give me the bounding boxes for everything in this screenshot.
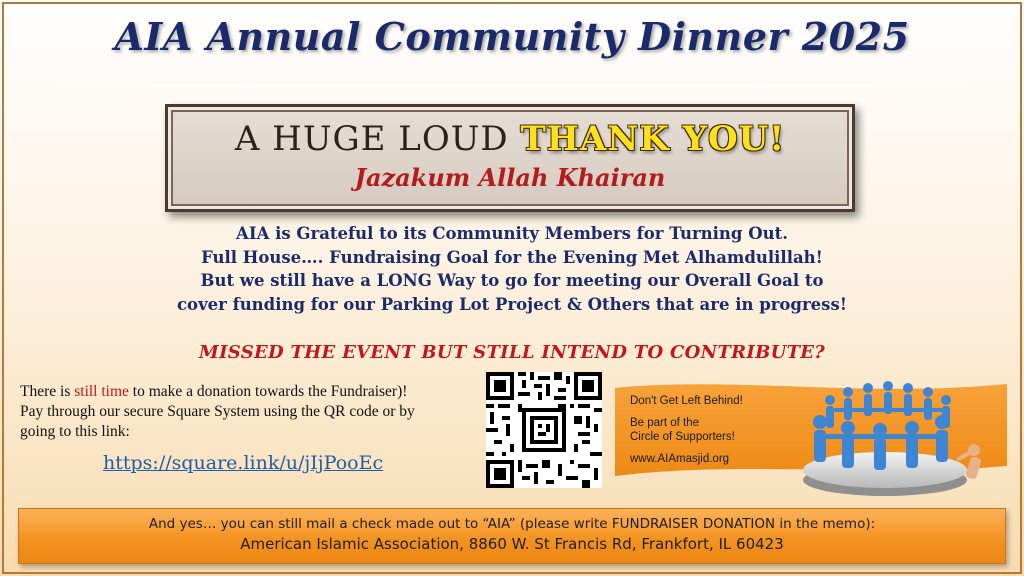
supporters-website[interactable]: www.AIAmasjid.org xyxy=(630,453,730,465)
thank-you-main: A HUGE LOUD xyxy=(234,119,521,159)
mail-check-footer xyxy=(18,508,1006,564)
donate-line-3: going to this link: xyxy=(20,423,130,440)
supporters-spacer-2 xyxy=(630,444,790,452)
donation-instructions xyxy=(20,382,490,442)
message-line-4: cover funding for our Parking Lot Project & Others that are in progress! xyxy=(177,294,847,314)
message-line-2: Full House…. Fundraising Goal for the Evening Met Alhamdulillah! xyxy=(201,247,823,267)
donate-text-pre: There is xyxy=(20,383,75,400)
still-time-text: still time xyxy=(74,383,129,400)
page-title: AIA Annual Community Dinner 2025 xyxy=(114,14,910,59)
supporters-line-3: Circle of Supporters! xyxy=(630,431,735,443)
footer-line-1: And yes… you can still mail a check made out to “AIA” (please write FUNDRAISER DONATION in the memo): xyxy=(148,516,876,532)
donate-line-2: Pay through our secure Square System using the QR code or by xyxy=(20,403,415,420)
missed-event-heading: MISSED THE EVENT BUT STILL INTEND TO CONTRIBUTE? xyxy=(198,342,826,363)
thank-you-heading xyxy=(168,119,852,159)
thank-you-highlight: THANK YOU! xyxy=(520,119,786,159)
qr-code-icon[interactable] xyxy=(486,372,602,488)
message-line-3: But we still have a LONG Way to go for meeting our Overall Goal to xyxy=(200,271,824,290)
supporters-line-2: Be part of the xyxy=(630,417,700,429)
supporters-spacer xyxy=(630,408,790,416)
square-donation-link[interactable]: https://square.link/u/jIjPooEc xyxy=(103,452,384,474)
gratitude-message xyxy=(150,222,874,316)
supporters-line-1: Don't Get Left Behind! xyxy=(630,395,743,407)
circle-of-people-icon xyxy=(790,370,990,498)
message-line-1: AIA is Grateful to its Community Members for Turning Out. xyxy=(236,224,788,243)
plaque-subtitle: Jazakum Allah Khairan xyxy=(354,163,666,192)
donate-line-1 xyxy=(20,382,490,402)
donate-text-post: to make a donation towards the Fundraiser)! xyxy=(128,383,408,400)
footer-address: American Islamic Association, 8860 W. St Francis Rd, Frankfort, IL 60423 xyxy=(240,535,784,553)
thank-you-plaque xyxy=(165,104,855,212)
supporters-text xyxy=(630,394,790,466)
title-divider xyxy=(30,84,994,87)
